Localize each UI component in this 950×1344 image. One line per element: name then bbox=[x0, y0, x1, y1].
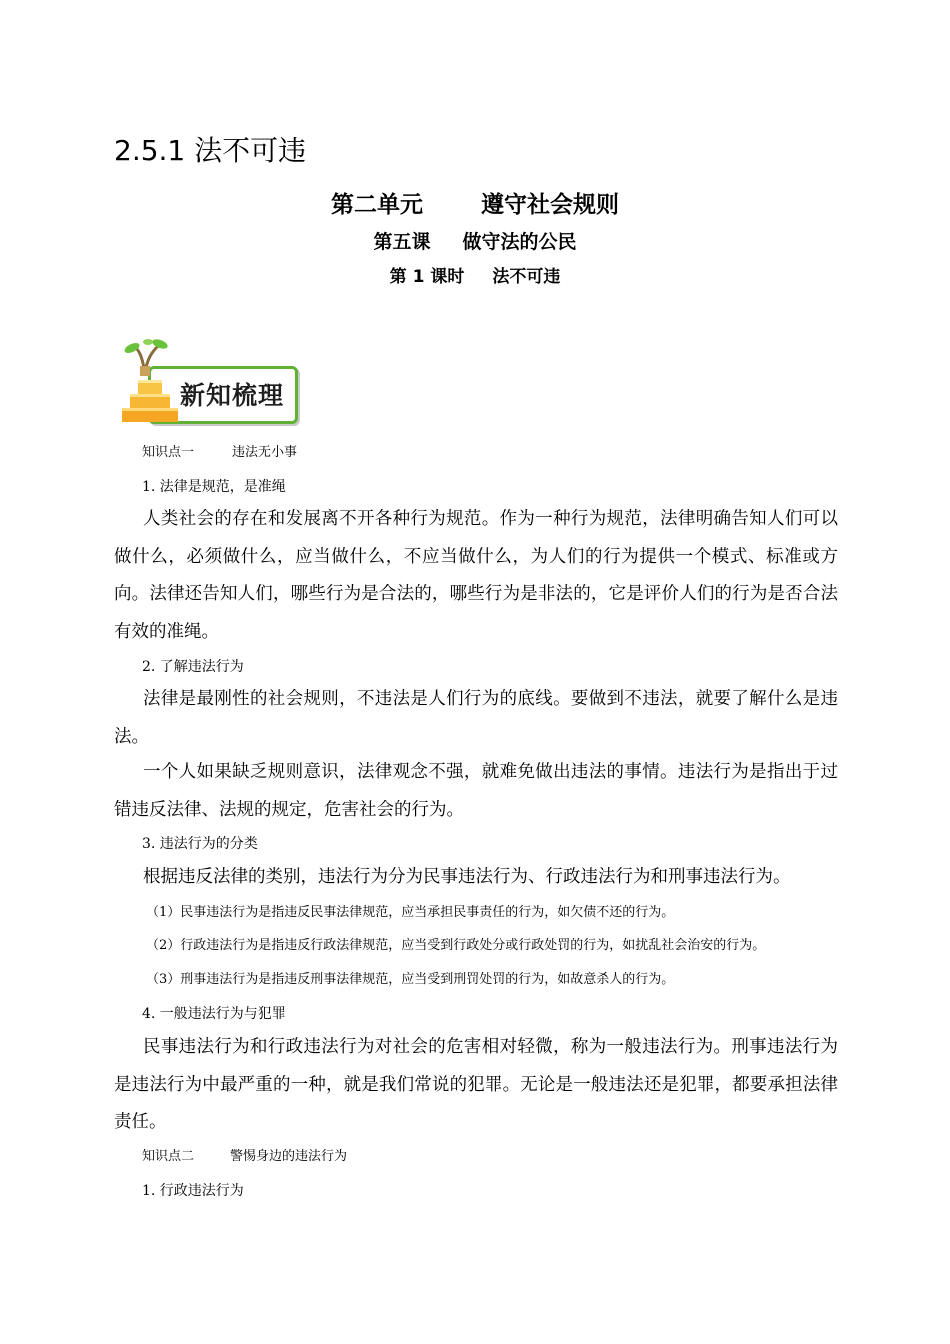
kp2-label: 知识点二 bbox=[142, 1149, 195, 1164]
document-title: 2.5.1 法不可违 bbox=[114, 134, 307, 167]
knowledge-point-2 bbox=[142, 1147, 347, 1167]
period-number: 第 1 课时 bbox=[389, 267, 465, 287]
lesson-heading bbox=[0, 228, 950, 256]
lesson-number: 第五课 bbox=[373, 231, 431, 253]
s1-heading: 1. 法律是规范，是准绳 bbox=[142, 479, 286, 495]
lesson-name: 做守法的公民 bbox=[462, 231, 577, 253]
badge-label: 新知梳理 bbox=[180, 381, 285, 410]
s2-paragraph-2: 一个人如果缺乏规则意识，法律观念不强，就难免做出违法的事情。违法行为是指出于过错违反法律、法规的规定，危害社会的行为。 bbox=[114, 762, 838, 820]
s3-heading: 3. 违法行为的分类 bbox=[142, 836, 258, 852]
unit-number: 第二单元 bbox=[331, 192, 423, 218]
kp2-title: 警惕身边的违法行为 bbox=[230, 1149, 348, 1164]
kp1-title: 违法无小事 bbox=[232, 445, 298, 460]
unit-name: 遵守社会规则 bbox=[481, 192, 619, 218]
s2-paragraph-1: 法律是最刚性的社会规则，不违法是人们行为的底线。要做到不违法，就要了解什么是违法。 bbox=[114, 689, 838, 747]
knowledge-point-1 bbox=[142, 443, 297, 463]
stairs-sprout-icon bbox=[118, 338, 188, 426]
section-badge bbox=[118, 338, 310, 426]
s2-heading: 2. 了解违法行为 bbox=[142, 659, 244, 675]
s5-heading: 1. 行政违法行为 bbox=[142, 1183, 244, 1199]
s3-item-3: （3）刑事违法行为是指违反刑事法律规范，应当受到刑罚处罚的行为，如故意杀人的行为。 bbox=[146, 972, 675, 987]
period-name: 法不可违 bbox=[492, 267, 561, 287]
s1-paragraph: 人类社会的存在和发展离不开各种行为规范。作为一种行为规范，法律明确告知人们可以做什么，必须做什么，应当做什么，不应当做什么，为人们的行为提供一个模式、标准或方向。法律还告知人们，哪些行为是合法的，哪些行为是非法的，它是评价人们的行为是否合法有效的准绳。 bbox=[114, 509, 838, 642]
s3-paragraph: 根据违反法律的类别，违法行为分为民事违法行为、行政违法行为和刑事违法行为。 bbox=[143, 867, 791, 887]
period-heading bbox=[0, 264, 950, 290]
s4-paragraph: 民事违法行为和行政违法行为对社会的危害相对轻微，称为一般违法行为。刑事违法行为是违法行为中最严重的一种，就是我们常说的犯罪。无论是一般违法还是犯罪，都要承担法律责任。 bbox=[114, 1037, 838, 1132]
unit-heading bbox=[0, 189, 950, 221]
s4-heading: 4. 一般违法行为与犯罪 bbox=[142, 1006, 286, 1022]
kp1-label: 知识点一 bbox=[142, 445, 195, 460]
s3-item-1: （1）民事违法行为是指违反民事法律规范，应当承担民事责任的行为，如欠债不还的行为。 bbox=[146, 905, 675, 920]
s3-item-2: （2）行政违法行为是指违反行政法律规范，应当受到行政处分或行政处罚的行为，如扰乱社会治安的行为。 bbox=[146, 938, 766, 953]
